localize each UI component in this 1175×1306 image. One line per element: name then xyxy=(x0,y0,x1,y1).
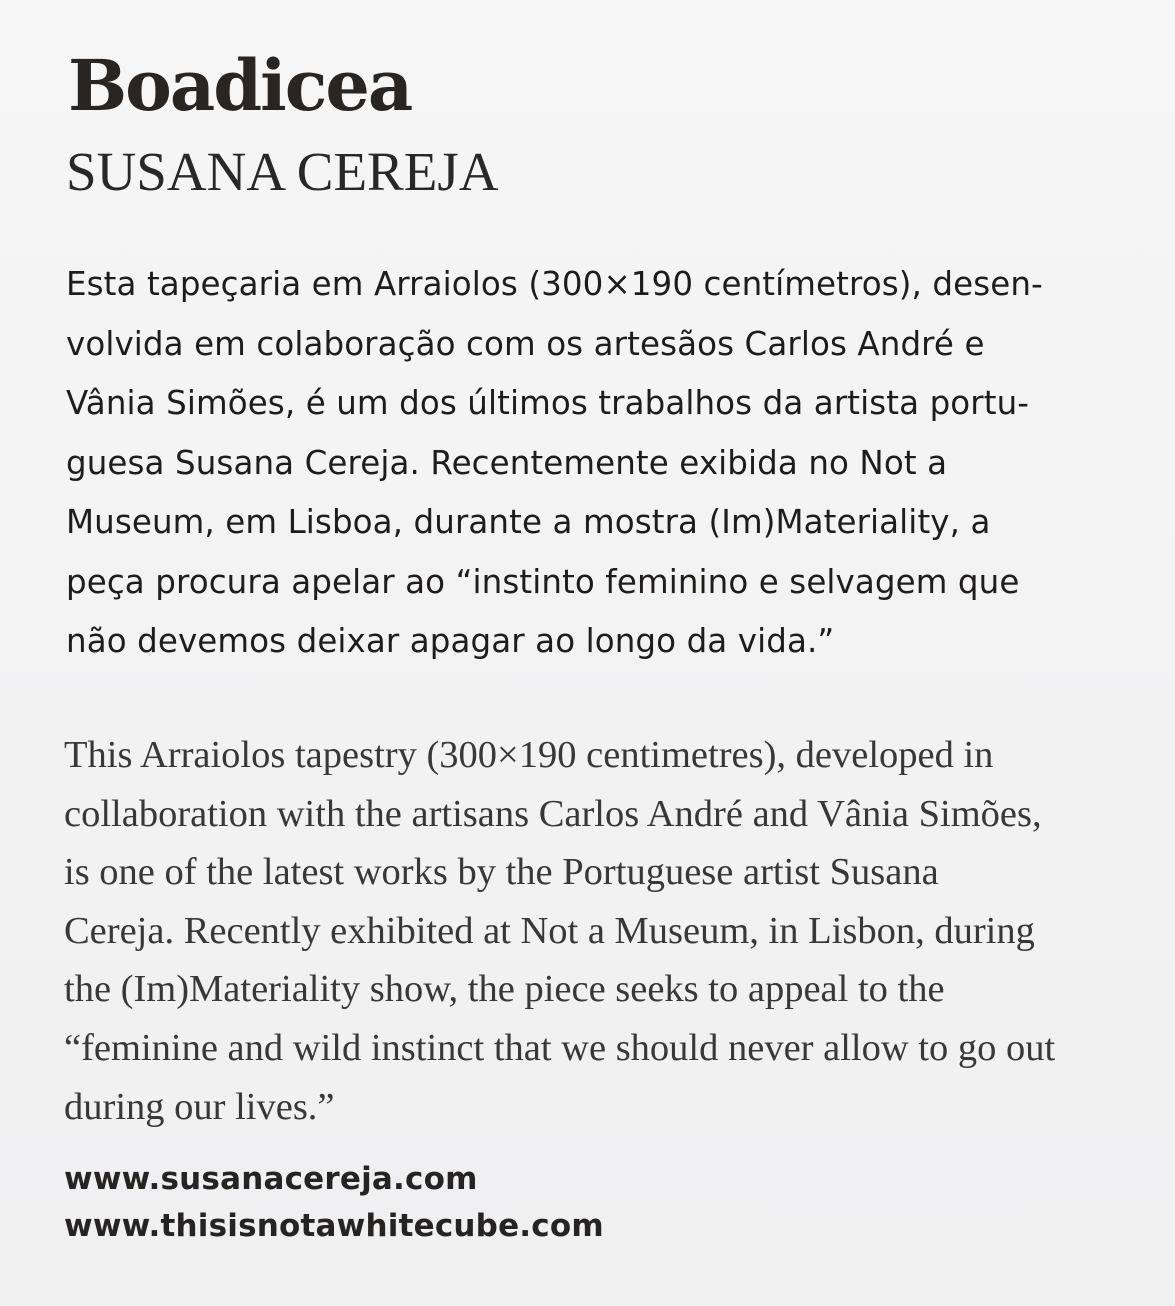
website-links xyxy=(64,1156,604,1250)
portuguese-text-line: peça procura apelar ao “instinto feminino e selvagem que xyxy=(66,562,1020,601)
english-text-line: during our lives.” xyxy=(64,1085,335,1128)
portuguese-text-line: não devemos deixar apagar ao longo da vida.” xyxy=(66,622,835,660)
english-text-line: “feminine and wild instinct that we should never allow to go out xyxy=(64,1026,1056,1069)
portuguese-text-line: Vânia Simões, é um dos últimos trabalhos da artista portu- xyxy=(66,384,1030,422)
artist-website-link[interactable]: www.susanacereja.com xyxy=(64,1161,478,1197)
artist-name: SUSANA CEREJA xyxy=(66,141,499,202)
portuguese-text-line: guesa Susana Cereja. Recentemente exibida no Not a xyxy=(66,443,948,482)
english-description xyxy=(64,726,1134,1136)
portuguese-description xyxy=(66,255,1126,672)
english-text-line: the (Im)Materiality show, the piece seeks to appeal to the xyxy=(64,968,945,1011)
english-text-line: collaboration with the artisans Carlos André and Vânia Simões, xyxy=(64,792,1042,835)
portuguese-text-line: Esta tapeçaria em Arraiolos (300×190 centímetros), desen- xyxy=(66,265,1043,303)
english-text-line: is one of the latest works by the Portuguese artist Susana xyxy=(64,851,939,894)
artwork-title: Boadicea xyxy=(68,44,412,127)
portuguese-text-line: volvida em colaboração com os artesãos Carlos André e xyxy=(66,324,985,363)
english-text-line: Cereja. Recently exhibited at Not a Museum, in Lisbon, during xyxy=(64,909,1035,952)
english-text-line: This Arraiolos tapestry (300×190 centimetres), developed in xyxy=(64,734,994,776)
gallery-website-link[interactable]: www.thisisnotawhitecube.com xyxy=(64,1208,604,1244)
portuguese-text-line: Museum, em Lisboa, durante a mostra (Im)Materiality, a xyxy=(66,503,991,541)
